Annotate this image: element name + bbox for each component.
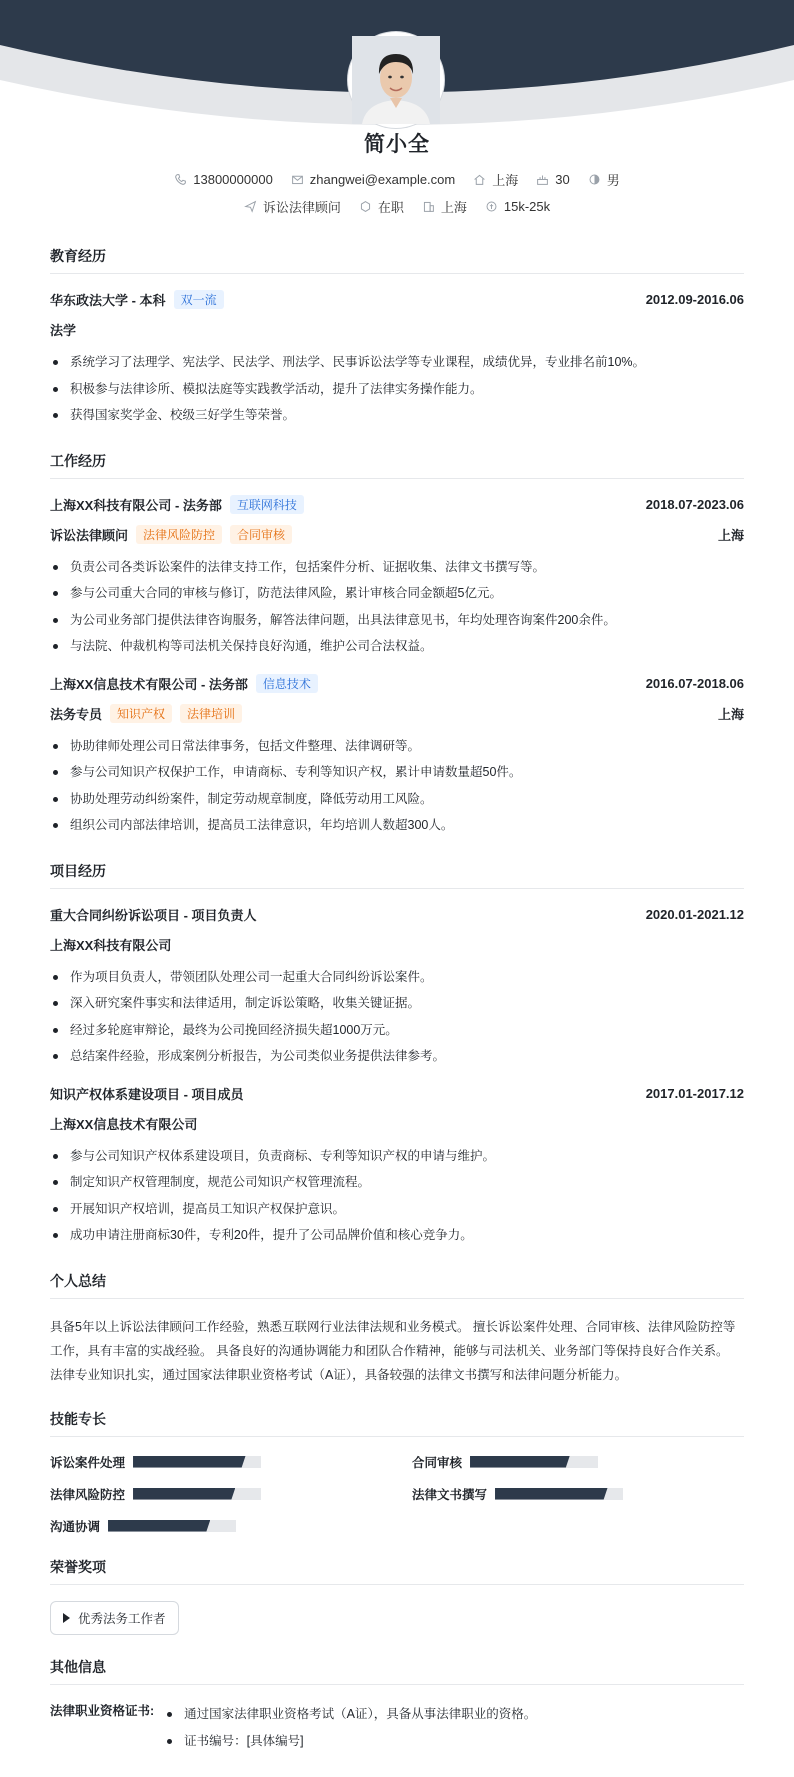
project-name: 知识产权体系建设项目 - 项目成员: [50, 1086, 244, 1102]
position-item: [244, 197, 341, 216]
company-name: 上海XX信息技术有限公司 - 法务部: [50, 676, 248, 692]
skill-item: [50, 1517, 382, 1535]
gender-item: [588, 170, 620, 189]
hometown-text: 上海: [492, 173, 519, 188]
skill-item: [412, 1485, 744, 1503]
hometown-item: [473, 170, 518, 189]
skill-bar: [108, 1520, 236, 1532]
awards-section: [50, 1557, 744, 1635]
position-text: 诉讼法律顾问: [262, 200, 341, 215]
list-item: 与法院、仲裁机构等司法机关保持良好沟通，维护公司合法权益。: [50, 633, 744, 660]
summary-text: 具备5年以上诉讼法律顾问工作经验，熟悉互联网行业法律法规和业务模式。 擅长诉讼案件处理、合同审核、法律风险防控等工作，具有丰富的实战经验。 具备良好的沟通协调能力和团队合作精神，能够与司法机关、业务部门等保持良好合作关系。 法律专业知识扎实，通过国家法律职业资格考试（A证），具备较强的法律文书撰写和法律问题分析能力。: [50, 1319, 736, 1382]
skill-fill: [470, 1456, 570, 1468]
section-title: 项目经历: [50, 861, 744, 889]
contact-info-row: [0, 170, 794, 189]
skill-fill: [495, 1488, 608, 1500]
list-item: 成功申请注册商标30件，专利20件，提升了公司品牌价值和核心竞争力。: [50, 1222, 744, 1249]
education-date: 2012.09-2016.06: [645, 292, 744, 307]
work-entry: [50, 674, 744, 839]
status-item: [359, 197, 404, 216]
phone-text: 13800000000: [193, 172, 273, 187]
list-item: 负责公司各类诉讼案件的法律支持工作，包括案件分析、证据收集、法律文书撰写等。: [50, 554, 744, 581]
award-label: 优秀法务工作者: [78, 1611, 166, 1626]
age-icon: [536, 173, 549, 186]
company-tag: 互联网科技: [230, 495, 304, 514]
major: 法学: [50, 323, 77, 338]
email-text: zhangwei@example.com: [309, 172, 456, 187]
skills-section: [50, 1409, 744, 1535]
list-item: 作为项目负责人，带领团队处理公司一起重大合同纠纷诉讼案件。: [50, 964, 744, 991]
project-company: 上海XX信息技术有限公司: [50, 1116, 198, 1132]
project-entry: [50, 905, 744, 1070]
list-item: 经过多轮庭审辩论，最终为公司挽回经济损失超1000万元。: [50, 1017, 744, 1044]
skill-name: 诉讼案件处理: [50, 1455, 126, 1470]
building-icon: [422, 200, 435, 213]
list-item: 制定知识产权管理制度，规范公司知识产权管理流程。: [50, 1169, 744, 1196]
skill-item: [412, 1453, 744, 1471]
age-text: 30: [555, 172, 570, 187]
list-item: 总结案件经验，形成案例分析报告，为公司类似业务提供法律参考。: [50, 1043, 744, 1070]
age-item: [536, 172, 569, 187]
resume-content: [50, 246, 744, 1777]
phone-icon: [174, 173, 187, 186]
skill-fill: [133, 1456, 246, 1468]
list-item: 为公司业务部门提供法律咨询服务，解答法律问题，出具法律意见书，年均处理咨询案件200余件。: [50, 607, 744, 634]
list-item: 积极参与法律诊所、模拟法庭等实践教学活动，提升了法律实务操作能力。: [50, 376, 744, 403]
money-icon: [485, 200, 498, 213]
list-item: 协助处理劳动纠纷案件，制定劳动规章制度，降低劳动用工风险。: [50, 786, 744, 813]
home-icon: [473, 173, 486, 186]
phone-item: [174, 172, 273, 187]
certificate-list: [164, 1701, 536, 1755]
skill-name: 沟通协调: [50, 1519, 101, 1534]
school-name: 华东政法大学 - 本科: [50, 293, 166, 308]
list-item: 参与公司知识产权保护工作，申请商标、专利等知识产权，累计申请数量超50件。: [50, 759, 744, 786]
work-location: 上海: [717, 706, 744, 722]
project-section: [50, 861, 744, 1249]
work-section: [50, 451, 744, 839]
project-date: 2017.01-2017.12: [645, 1085, 744, 1101]
company-tag: 信息技术: [256, 674, 318, 693]
section-title: 技能专长: [50, 1409, 744, 1437]
award-item[interactable]: [50, 1601, 179, 1635]
education-bullets: [50, 349, 744, 429]
skill-fill: [133, 1488, 235, 1500]
list-item: 通过国家法律职业资格考试（A证），具备从事法律职业的资格。: [164, 1701, 536, 1728]
work-bullets: [50, 554, 744, 660]
certificate-row: [50, 1701, 744, 1755]
skill-item: [50, 1453, 382, 1471]
skill-name: 合同审核: [412, 1455, 463, 1470]
skill-bar: [133, 1488, 261, 1500]
skill-fill: [108, 1520, 210, 1532]
status-text: 在职: [377, 200, 404, 215]
candidate-name: 简小全: [364, 133, 430, 156]
certificate-label: 法律职业资格证书:: [50, 1703, 155, 1718]
status-icon: [359, 200, 372, 213]
skill-bar: [470, 1456, 598, 1468]
skill-item: [50, 1485, 382, 1503]
role-name: 法务专员: [50, 706, 103, 722]
work-bullets: [50, 733, 744, 839]
city-item: [422, 197, 467, 216]
role-tag: 法律风险防控: [136, 525, 222, 544]
summary-section: [50, 1271, 744, 1387]
work-date: 2016.07-2018.06: [645, 675, 744, 691]
play-icon: [63, 1613, 70, 1623]
skill-name: 法律风险防控: [50, 1487, 126, 1502]
role-name: 诉讼法律顾问: [50, 527, 129, 543]
skill-bar: [495, 1488, 623, 1500]
company-name: 上海XX科技有限公司 - 法务部: [50, 497, 222, 513]
list-item: 参与公司知识产权体系建设项目，负责商标、专利等知识产权的申请与维护。: [50, 1143, 744, 1170]
section-title: 荣誉奖项: [50, 1557, 744, 1585]
education-section: [50, 246, 744, 429]
work-location: 上海: [717, 527, 744, 543]
project-company: 上海XX科技有限公司: [50, 937, 172, 953]
list-item: 深入研究案件事实和法律适用，制定诉讼策略，收集关键证据。: [50, 990, 744, 1017]
salary-item: [485, 199, 550, 214]
list-item: 获得国家奖学金、校级三好学生等荣誉。: [50, 402, 744, 429]
job-intent-row: [0, 197, 794, 216]
role-tag: 法律培训: [180, 704, 242, 723]
project-bullets: [50, 1143, 744, 1249]
mail-icon: [291, 173, 304, 186]
project-date: 2020.01-2021.12: [645, 906, 744, 922]
school-tag: 双一流: [174, 290, 224, 309]
other-section: [50, 1657, 744, 1755]
email-item: [291, 172, 455, 187]
project-bullets: [50, 964, 744, 1070]
role-tag: 合同审核: [230, 525, 292, 544]
salary-text: 15k-25k: [503, 199, 551, 214]
list-item: 参与公司重大合同的审核与修订，防范法律风险，累计审核合同金额超5亿元。: [50, 580, 744, 607]
avatar: [348, 32, 444, 128]
city-text: 上海: [440, 200, 467, 215]
list-item: 系统学习了法理学、宪法学、民法学、刑法学、民事诉讼法学等专业课程，成绩优异，专业排名前10%。: [50, 349, 744, 376]
list-item: 证书编号：[具体编号]: [164, 1728, 536, 1755]
section-title: 教育经历: [50, 246, 744, 274]
send-icon: [244, 200, 257, 213]
project-entry: [50, 1084, 744, 1249]
skill-bar: [133, 1456, 261, 1468]
project-name: 重大合同纠纷诉讼项目 - 项目负责人: [50, 907, 257, 923]
section-title: 个人总结: [50, 1271, 744, 1299]
list-item: 开展知识产权培训，提高员工知识产权保护意识。: [50, 1196, 744, 1223]
work-entry: [50, 495, 744, 660]
education-entry: [50, 290, 744, 429]
role-tag: 知识产权: [110, 704, 172, 723]
gender-icon: [588, 173, 601, 186]
section-title: 工作经历: [50, 451, 744, 479]
list-item: 协助律师处理公司日常法律事务，包括文件整理、法律调研等。: [50, 733, 744, 760]
skills-grid: [50, 1453, 744, 1535]
work-date: 2018.07-2023.06: [645, 496, 744, 512]
gender-text: 男: [606, 173, 620, 188]
section-title: 其他信息: [50, 1657, 744, 1685]
list-item: 组织公司内部法律培训，提高员工法律意识，年均培训人数超300人。: [50, 812, 744, 839]
skill-name: 法律文书撰写: [412, 1487, 488, 1502]
